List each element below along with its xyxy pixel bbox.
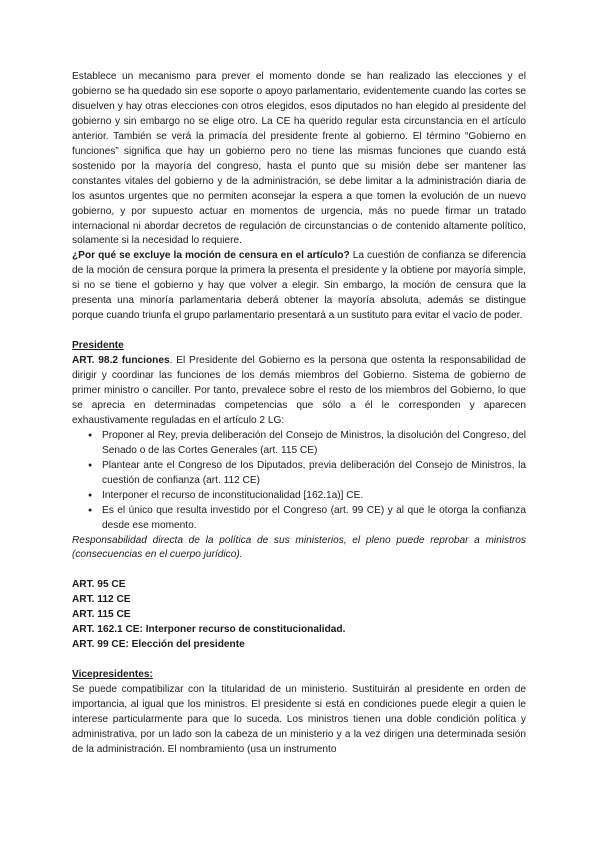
spacer: [72, 563, 526, 578]
censure-answer: La cuestión de confianza se diferencia de la moción de censura porque la primera la presenta el presidente y la obtiene por mayoría simple, si no se tiene el gobierno y hay que volver a elegir. Sin embargo, la moción de censura que la presenta una minoría parlamentaria deberá obtener la mayoría absoluta, además se distingue porque cuando triunfa el grupo parlamentario presentará a un sustituto para evitar el vacío de poder.: [72, 250, 526, 322]
vice-paragraph: Se puede compatibilizar con la titularidad de un ministerio. Sustituirán al presidente en orden de importancia, al igual que los ministros. El presidente si está en condiciones puede elegir a quien le interese particularmente para que lo suceda. Los ministros tienen una doble condición política y administrativa, por un lado son la cabeza de un ministerio y a la vez dirigen una determinada sesión de la administración. El nombramiento (usa un instrumento: [72, 684, 526, 755]
article-ref: ART. 115 CE: [72, 609, 131, 621]
list-item: ● Proponer al Rey, previa deliberación del Consejo de Ministros, la disolución del Congreso, del Senado o de las Cortes Generales (art. 115 CE): [102, 429, 526, 459]
article-ref: ART. 162.1 CE: Interponer recurso de constitucionalidad.: [72, 624, 346, 636]
vice-heading: Vicepresidentes:: [72, 669, 153, 681]
italic-note: Responsabilidad directa de la política de sus ministerios, el pleno puede reprobar a ministros (consecuencias en el cuerpo jurídico).: [72, 534, 526, 561]
article-ref: ART. 99 CE: Elección del presidente: [72, 639, 245, 651]
article-ref: ART. 95 CE: [72, 579, 126, 591]
censure-paragraph: [72, 249, 526, 324]
president-heading: Presidente: [72, 340, 124, 352]
document-body: [72, 70, 526, 758]
art-98-paragraph: [72, 354, 526, 429]
art-98-label: ART. 98.2 funciones: [72, 355, 170, 367]
spacer: [72, 653, 526, 668]
list-item: ● Es el único que resulta investido por el Congreso (art. 99 CE) y al que le otorga la confianza desde ese momento.: [102, 504, 526, 534]
spacer: [72, 324, 526, 339]
article-ref: ART. 112 CE: [72, 594, 131, 606]
list-item: ● Plantear ante el Congreso de los Diputados, previa deliberación del Consejo de Ministros, la cuestión de confianza (art. 112 CE): [102, 459, 526, 489]
intro-paragraph: Establece un mecanismo para prever el momento donde se han realizado las elecciones y el gobierno se ha quedado sin ese soporte o apoyo parlamentario, evidentemente cuando las cortes se disuelven y hay otras elecciones con otros elegidos, esos diputados no han elegido al presidente del gobierno y sin embargo no se elige otro. La CE ha querido regular esta circunstancia en el artículo anterior. También se verá la primacía del presidente frente al gobierno. El término “Gobierno en funciones” significa que hay un gobierno pero no tiene las mismas funciones que cuando está sostenido por la mayoría del congreso, hasta el punto que su misión debe ser mantener las constantes vitales del gobierno y de la administración, se debe limitar a la administración diaria de los asuntos urgentes que no permiten aconsejar la espera a que tomen la evolución de un nuevo gobierno, y por supuesto actuar en momentos de urgencia, más no puede firmar un tratado internacional ni abordar decretos de regulación de circunstancias o de contenido altamente político, solamente si la necesidad lo requiere.: [72, 71, 526, 247]
president-powers-list: [72, 429, 526, 534]
censure-question: ¿Por qué se excluye la moción de censura en el artículo?: [72, 250, 350, 262]
list-item: ● Interponer el recurso de inconstitucionalidad [162.1a)] CE.: [102, 489, 526, 504]
art-98-text: . El Presidente del Gobierno es la persona que ostenta la responsabilidad de dirigir y coordinar las funciones de los demás miembros del Gobierno. Sistema de gobierno de primer ministro o canciller. Por tanto, prevalece sobre el resto de los miembros del Gobierno, lo que se aprecia en determinadas competencias que sólo a él le corresponden y aparecen exhaustivamente reguladas en el artículo 2 LG:: [72, 355, 526, 426]
